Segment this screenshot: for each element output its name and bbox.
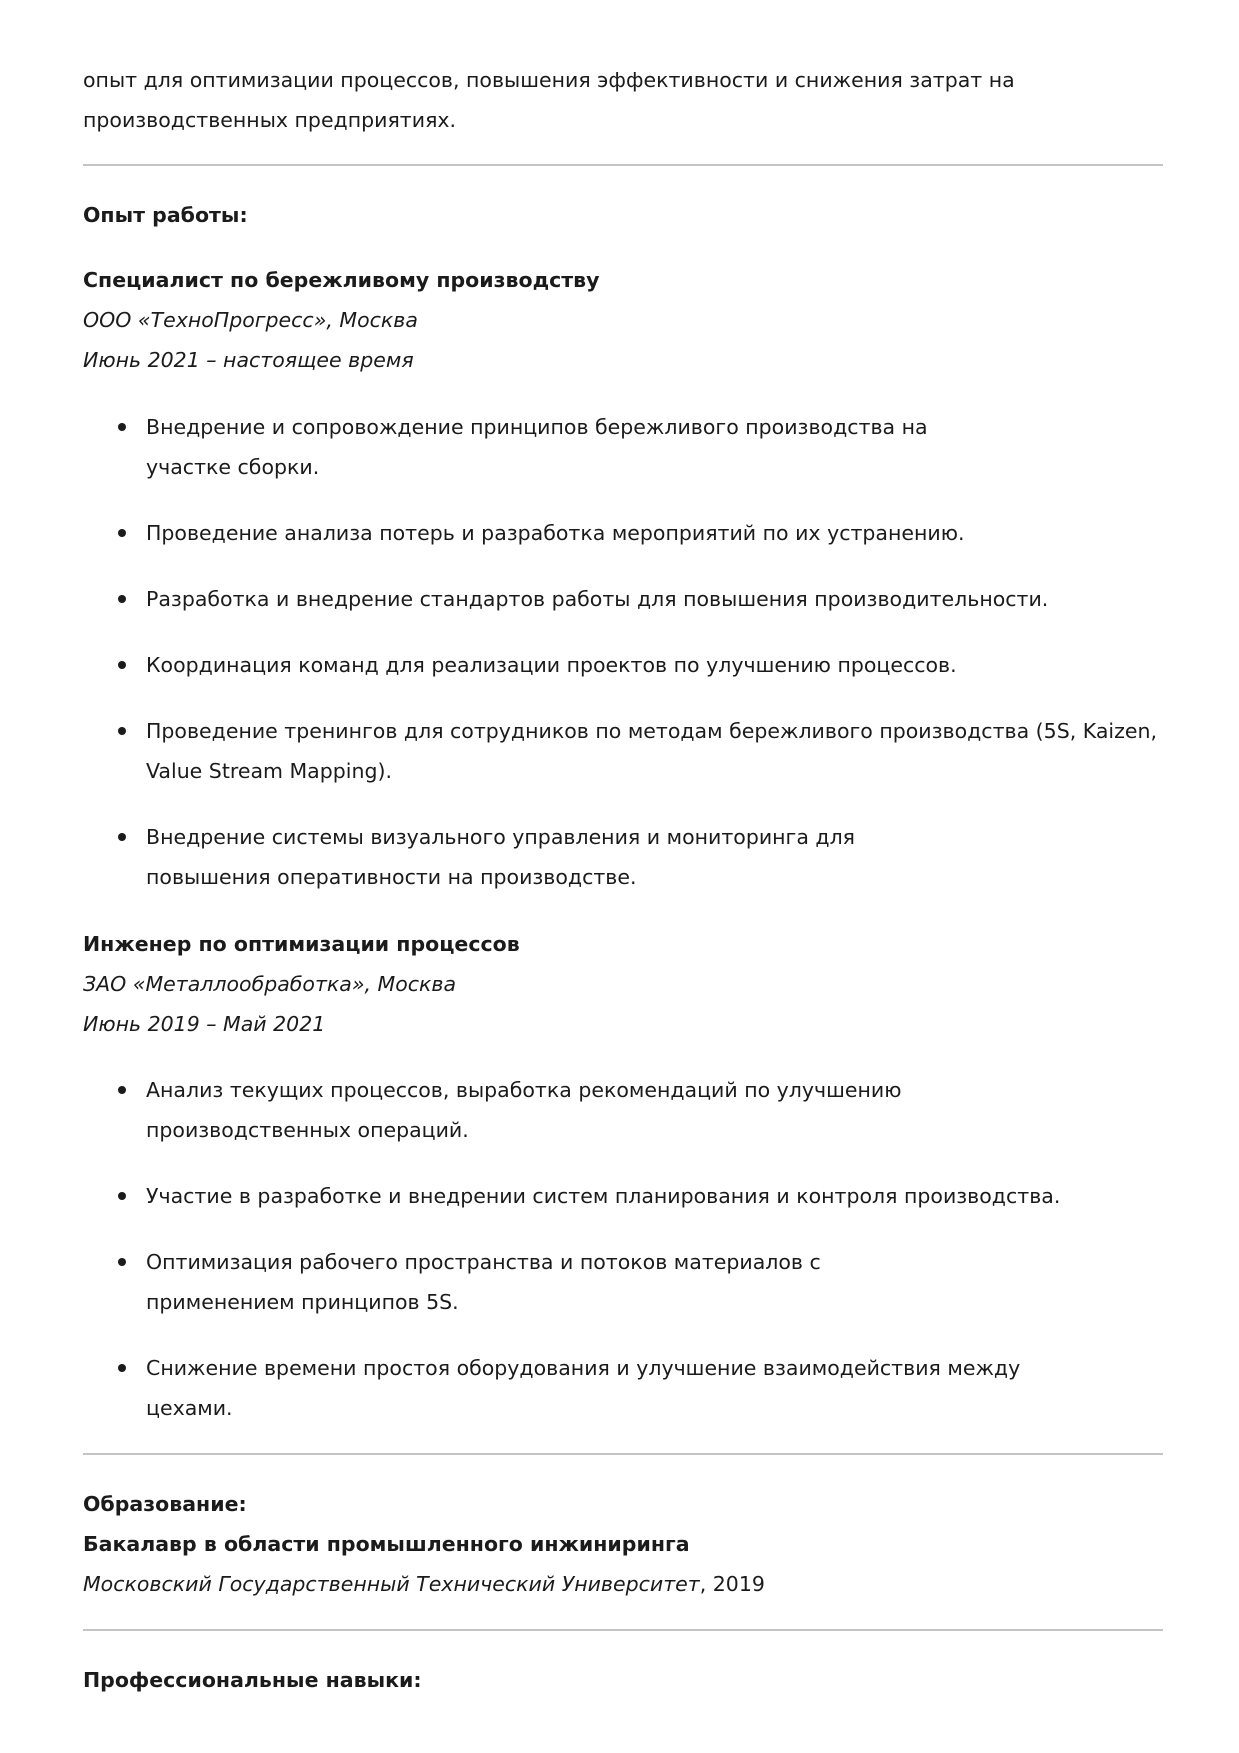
list-item: Проведение тренингов для сотрудников по методам бережливого производства (5S, Kaizen, Value Stream Mapping). [83, 711, 1163, 791]
summary-text: опыт для оптимизации процессов, повышения эффективности и снижения затрат на производственных предприятиях. [83, 68, 1015, 132]
education-institution [83, 1564, 1163, 1604]
list-item: Анализ текущих процессов, выработка рекомендаций по улучшению производственных операций. [83, 1070, 1163, 1150]
job-title: Специалист по бережливому производству [83, 268, 600, 292]
job-dates: Июнь 2021 – настоящее время [83, 348, 414, 372]
education-heading: Образование: [83, 1492, 247, 1516]
list-item: Снижение времени простоя оборудования и улучшение взаимодействия между цехами. [83, 1348, 1163, 1428]
job-dates: Июнь 2019 – Май 2021 [83, 1012, 326, 1036]
divider [83, 1453, 1163, 1455]
resume-page [83, 60, 1163, 1700]
job-company: ЗАО «Металлообработка», Москва [83, 972, 457, 996]
job-duties [83, 1070, 1163, 1428]
job-entry [83, 260, 1163, 897]
university-name: Московский Государственный Технический Университет [83, 1572, 700, 1596]
list-item: Внедрение и сопровождение принципов бережливого производства на участке сборки. [83, 407, 1163, 487]
list-item: Участие в разработке и внедрении систем планирования и контроля производства. [83, 1176, 1163, 1216]
job-title: Инженер по оптимизации процессов [83, 932, 520, 956]
list-item: Координация команд для реализации проектов по улучшению процессов. [83, 645, 1163, 685]
list-item: Разработка и внедрение стандартов работы для повышения производительности. [83, 579, 1163, 619]
list-item: Проведение анализа потерь и разработка мероприятий по их устранению. [83, 513, 1163, 553]
education-degree: Бакалавр в области промышленного инжиниринга [83, 1532, 690, 1556]
experience-heading: Опыт работы: [83, 203, 248, 227]
graduation-year: , 2019 [699, 1572, 765, 1596]
job-duties [83, 407, 1163, 897]
list-item: Внедрение системы визуального управления и мониторинга для повышения оперативности на производстве. [83, 817, 1163, 897]
divider [83, 1629, 1163, 1631]
job-company: ООО «ТехноПрогресс», Москва [83, 308, 418, 332]
divider [83, 164, 1163, 166]
list-item: Оптимизация рабочего пространства и потоков материалов с применением принципов 5S. [83, 1242, 1163, 1322]
skills-heading: Профессиональные навыки: [83, 1668, 422, 1692]
job-entry [83, 924, 1163, 1428]
